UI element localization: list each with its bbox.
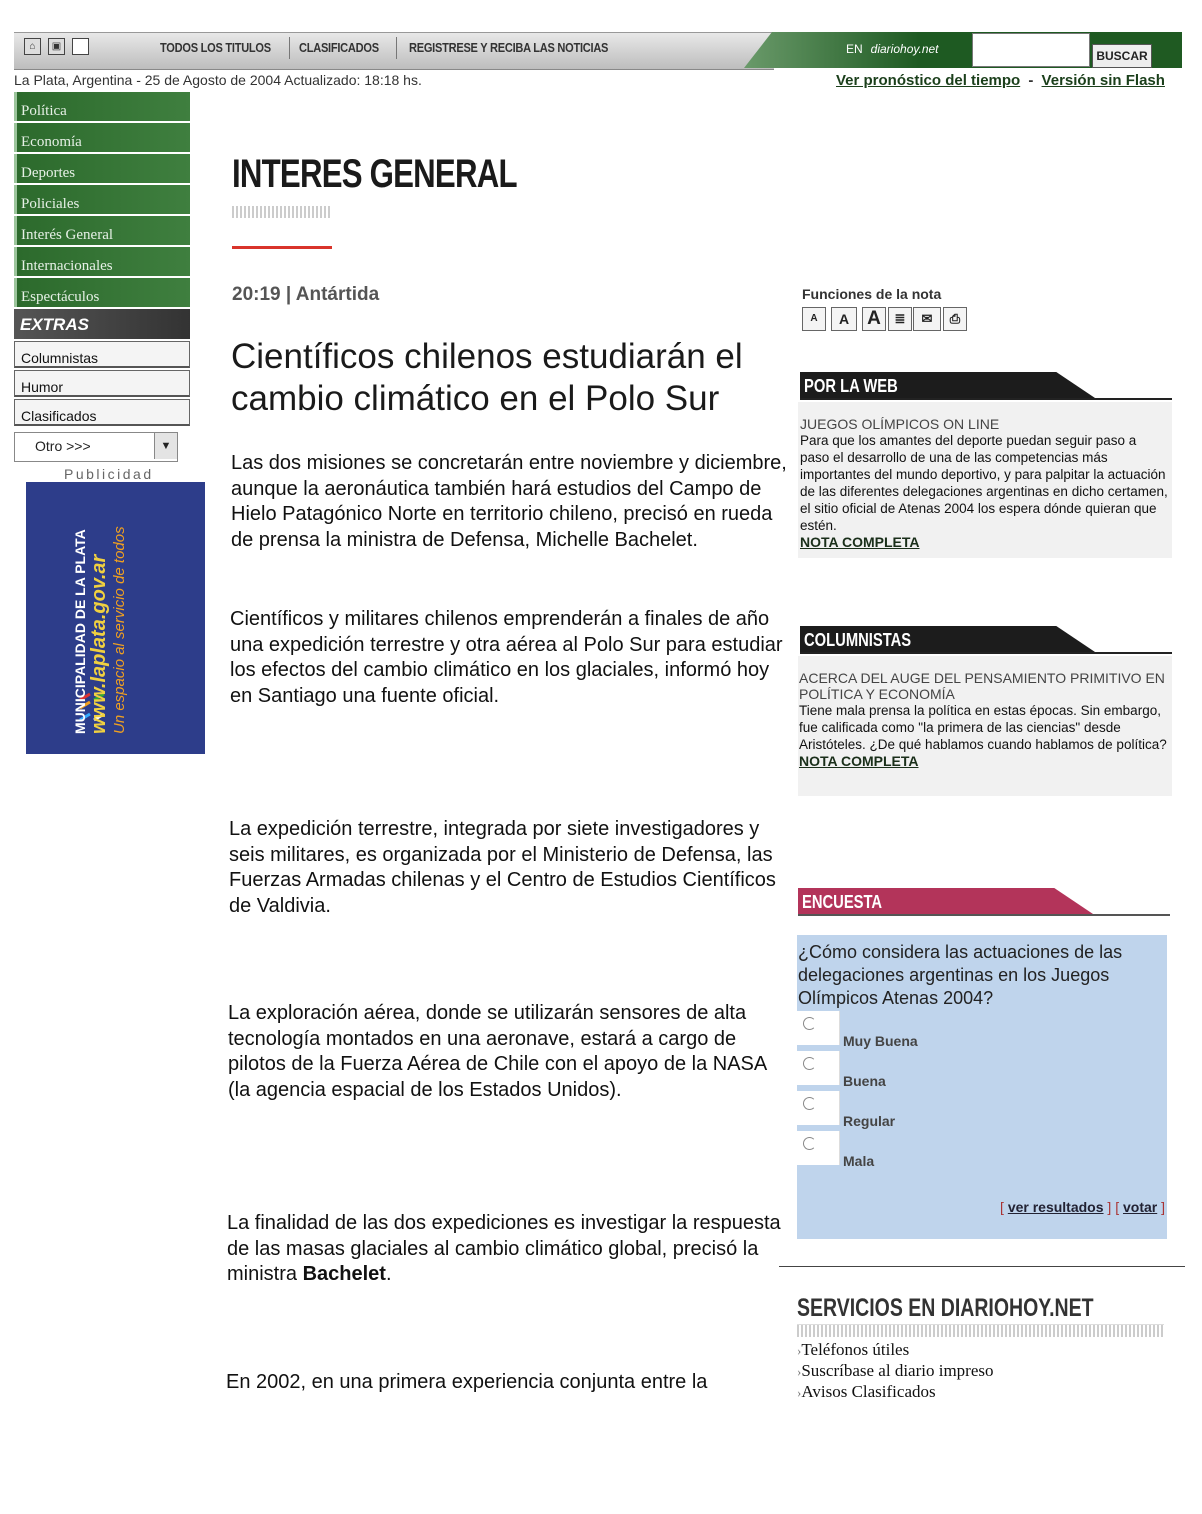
services-item-label: Teléfonos útiles (801, 1340, 910, 1359)
poll (797, 935, 1167, 1239)
ad-line-3: Un espacio al servicio de todos (111, 526, 128, 734)
search-label (846, 42, 939, 56)
print-icon[interactable]: ⎙ (943, 307, 967, 331)
article-headline: Científicos chilenos estudiarán el cambio climático en el Polo Sur (231, 337, 743, 418)
bullet-icon: › (797, 1343, 802, 1358)
poll-header (798, 888, 1170, 916)
top-links (836, 72, 1165, 89)
poll-option-radio[interactable] (797, 1051, 840, 1085)
no-flash-link[interactable]: Versión sin Flash (1041, 72, 1165, 89)
sidebar-item-espectaculos[interactable]: Espectáculos (14, 278, 190, 307)
poll-option-label: Buena (843, 1073, 886, 1089)
sidebar-extras-header: EXTRAS (14, 309, 190, 339)
poll-header-label: ENCUESTA (802, 892, 883, 912)
poll-bracket: ] [ (1107, 1199, 1120, 1215)
ad-banner[interactable] (26, 482, 205, 754)
top-links-separator: - (1028, 72, 1034, 89)
poll-bracket: ] (1161, 1199, 1165, 1215)
columnists-box-title[interactable]: ACERCA DEL AUGE DEL PENSAMIENTO PRIMITIVO EN POLÍTICA Y ECONOMÍA (799, 670, 1165, 702)
search-prefix: EN (846, 42, 863, 56)
web-box-header (800, 372, 1172, 400)
services-divider (779, 1266, 1185, 1267)
poll-actions (1000, 1199, 1165, 1215)
article-bold-name: Bachelet (302, 1263, 386, 1285)
web-box-header-label: POR LA WEB (804, 376, 898, 396)
article-paragraph: Las dos misiones se concretarán entre noviembre y diciembre, aunque la aeronáutica también hará estudios del Campo de Hielo Patagónico Norte en territorio chileno, precisó en rueda de prensa la ministra de Defensa, Michelle Bachelet. (231, 452, 787, 551)
email-icon[interactable]: ✉ (913, 307, 941, 331)
poll-option-label: Regular (843, 1113, 896, 1129)
font-large-button[interactable]: A (862, 307, 886, 331)
top-bar-nav-area (14, 32, 774, 70)
print-icon[interactable]: ▣ (48, 38, 65, 55)
poll-option-radio[interactable] (797, 1131, 840, 1165)
poll-option-label: Mala (843, 1153, 875, 1169)
blank-icon[interactable] (72, 38, 89, 55)
ad-line-2: www.laplata.gov.ar (88, 554, 110, 734)
ad-text (72, 526, 128, 734)
article-paragraph-text: La finalidad de las dos expediciones es investigar la respuesta de las masas glaciales al cambio climático global, precisó la ministra (227, 1212, 781, 1285)
services-item[interactable] (797, 1340, 909, 1360)
article-kicker: 20:19 | Antártida (232, 284, 380, 305)
web-box-title[interactable]: JUEGOS OLÍMPICOS ON LINE (800, 416, 1000, 432)
sidebar-item-internacionales[interactable]: Internacionales (14, 247, 190, 276)
nav-clasificados[interactable]: CLASIFICADOS (299, 40, 379, 55)
article-paragraph-period: . (385, 1263, 392, 1285)
accent-divider (232, 246, 332, 249)
columnists-box-text: Tiene mala prensa la política en estas épocas. Sin embargo, fue calificada como "la primera de las ciencias" desde Aristóteles. ¿De qué hablamos cuando hablamos de política? (799, 703, 1167, 752)
section-title-underline (232, 206, 332, 218)
article-paragraph: En 2002, en una primera experiencia conjunta entre la (226, 1371, 708, 1393)
font-medium-button[interactable]: A (831, 307, 857, 331)
services-title: SERVICIOS EN DIARIOHOY.NET (797, 1294, 1094, 1322)
sidebar-item-clasificados[interactable]: Clasificados (14, 399, 190, 426)
sidebar-item-humor[interactable]: Humor (14, 370, 190, 397)
web-box (798, 402, 1172, 558)
sidebar-item-politica[interactable]: Política (14, 92, 190, 121)
columnists-box-header-label: COLUMNISTAS (804, 630, 912, 650)
ad-line-1: MUNICIPALIDAD DE LA PLATA (72, 529, 88, 734)
sidebar-item-interes-general[interactable]: Interés General (14, 216, 190, 245)
other-sections-select[interactable] (14, 432, 178, 462)
nav-todos-los-titulos[interactable]: TODOS LOS TITULOS (160, 40, 271, 55)
ad-label: Publicidad (64, 466, 154, 482)
services-item[interactable] (797, 1382, 936, 1402)
article-tools-label: Funciones de la nota (802, 286, 942, 302)
chevron-down-icon[interactable]: ▼ (154, 433, 177, 459)
article-paragraph: Científicos y militares chilenos emprenderán a finales de año una expedición terrestre y otra aérea al Polo Sur para estudiar los efectos del cambio climático en los glaciales, informó hoy en Santiago una fuente oficial. (230, 608, 783, 707)
services-item[interactable] (797, 1361, 994, 1381)
poll-bracket: [ (1000, 1199, 1004, 1215)
web-box-link[interactable]: NOTA COMPLETA (800, 534, 920, 550)
columnists-box-header (800, 626, 1172, 654)
poll-option-radio[interactable] (797, 1011, 840, 1045)
search-site: diariohoy.net (870, 42, 939, 56)
article-paragraph: La exploración aérea, donde se utilizarán sensores de alta tecnología montados en una aeronave, estará a cargo de pilotos de la Fuerza Aérea de Chile con el apoyo de la NASA (la agencia espacial de los Estados Unidos). (228, 1002, 767, 1101)
font-small-button[interactable]: A (802, 307, 826, 331)
sidebar-item-economia[interactable]: Economía (14, 123, 190, 152)
nav-separator (289, 37, 290, 59)
bullet-icon: › (797, 1364, 802, 1379)
sidebar-item-policiales[interactable]: Policiales (14, 185, 190, 214)
article-paragraph (227, 1211, 787, 1288)
poll-option-label: Muy Buena (843, 1033, 918, 1049)
web-box-text: Para que los amantes del deporte puedan seguir paso a paso el desarrollo de una de las competencias más importantes del mundo deportivo, y para palpitar la actuación de las diferentes delegaciones argentinas en dicho certamen, el sitio oficial de Atenas 2004 los espera dónde quieran que estén. (800, 433, 1168, 533)
dateline: La Plata, Argentina - 25 de Agosto de 2004 Actualizado: 18:18 hs. (14, 72, 422, 88)
services-title-underline (797, 1324, 1164, 1337)
services-item-label: Avisos Clasificados (801, 1382, 936, 1401)
search-button[interactable]: BUSCAR (1092, 44, 1152, 68)
select-value: Otro >>> (35, 438, 91, 454)
home-icon[interactable]: ⌂ (24, 38, 41, 55)
poll-question: ¿Cómo considera las actuaciones de las delegaciones argentinas en los Juegos Olímpicos Atenas 2004? (798, 942, 1123, 1008)
bullet-icon: › (797, 1385, 802, 1400)
sidebar-item-deportes[interactable]: Deportes (14, 154, 190, 183)
view-results-link[interactable]: ver resultados (1007, 1199, 1104, 1215)
columnists-box-link[interactable]: NOTA COMPLETA (799, 753, 919, 769)
columnists-box (798, 656, 1172, 796)
sidebar-item-columnistas[interactable]: Columnistas (14, 341, 190, 368)
weather-link[interactable]: Ver pronóstico del tiempo (836, 72, 1021, 89)
nav-registrese[interactable]: REGISTRESE Y RECIBA LAS NOTICIAS (409, 40, 609, 55)
top-bar (14, 32, 1182, 68)
article-paragraph: La expedición terrestre, integrada por siete investigadores y seis militares, es organizada por el Ministerio de Defensa, las Fuerzas Armadas chilenas y el Centro de Estudios Científicos de Valdivia. (229, 818, 776, 917)
services-item-label: Suscríbase al diario impreso (801, 1361, 994, 1380)
section-title: INTERES GENERAL (232, 152, 517, 196)
nav-separator (396, 37, 397, 59)
vote-link[interactable]: votar (1122, 1199, 1158, 1215)
text-icon[interactable]: ≣ (888, 307, 912, 331)
search-input[interactable] (972, 33, 1090, 67)
poll-option-radio[interactable] (797, 1091, 840, 1125)
sidebar (14, 92, 190, 428)
